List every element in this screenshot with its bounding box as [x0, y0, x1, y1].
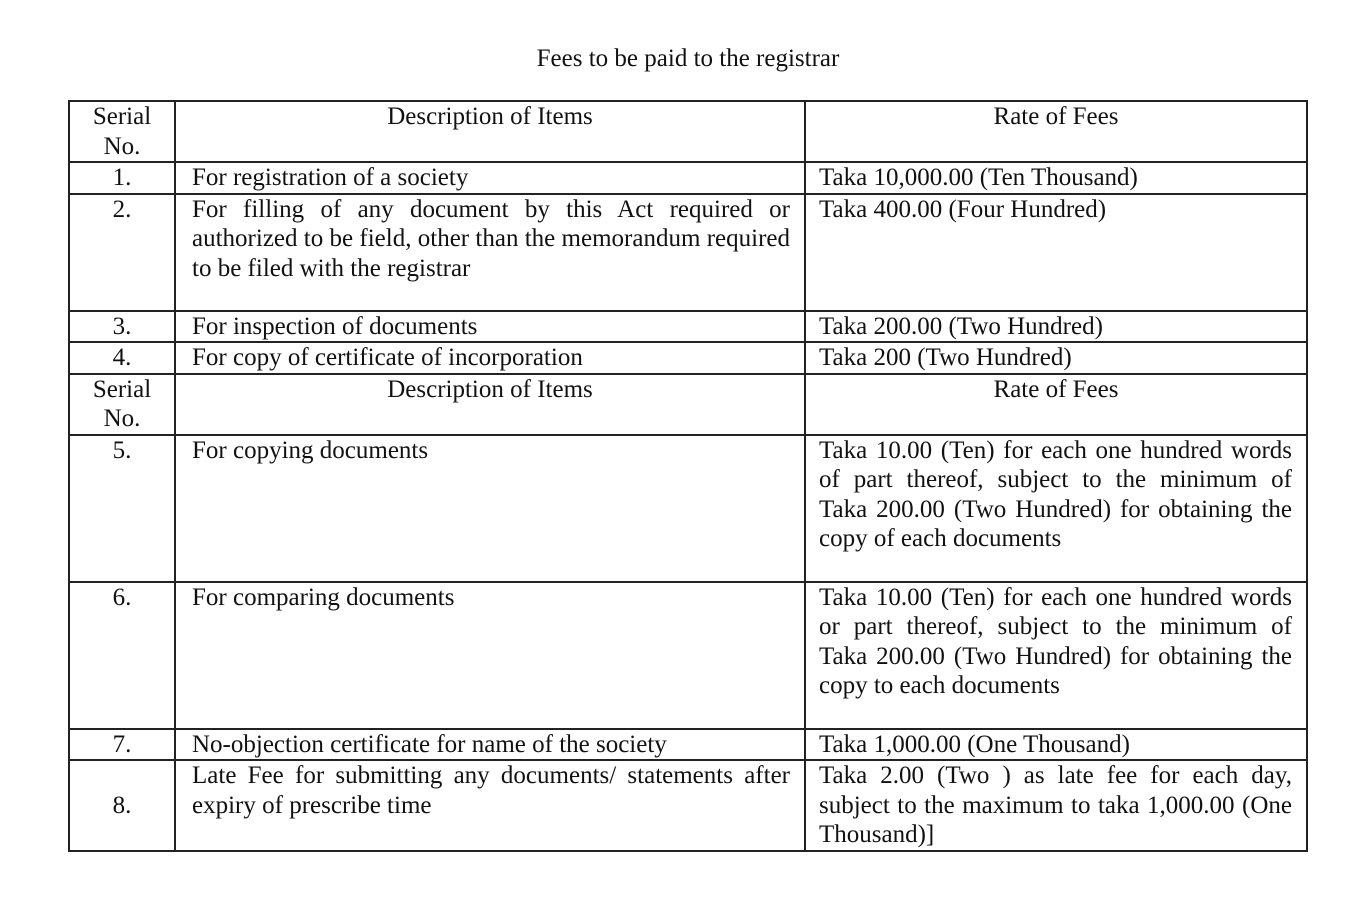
- table-row: [69, 342, 1307, 374]
- row-rate: Taka 1,000.00 (One Thousand): [805, 729, 1307, 761]
- table-row: [69, 760, 1307, 851]
- row-rate: Taka 2.00 (Two ) as late fee for each day, subject to the maximum to taka 1,000.00 (One Thousand)]: [805, 760, 1307, 851]
- header-serial-line2: No.: [103, 405, 141, 432]
- header-serial: [69, 101, 175, 162]
- row-rate: Taka 200.00 (Two Hundred): [805, 311, 1307, 343]
- table-row: [69, 162, 1307, 194]
- row-description: No-objection certificate for name of the society: [175, 729, 805, 761]
- header-serial-line1: Serial: [92, 375, 152, 403]
- table-row: [69, 582, 1307, 729]
- table-row: [69, 194, 1307, 311]
- row-serial: 6.: [69, 582, 175, 729]
- table-row: [69, 729, 1307, 761]
- row-serial: 5.: [69, 435, 175, 582]
- row-serial: 7.: [69, 729, 175, 761]
- row-description: For copying documents: [175, 435, 805, 582]
- header-serial: [69, 374, 175, 435]
- row-rate: Taka 10,000.00 (Ten Thousand): [805, 162, 1307, 194]
- header-row-repeat: [69, 374, 1307, 435]
- header-description: Description of Items: [175, 101, 805, 162]
- row-serial: 2.: [69, 194, 175, 311]
- row-description: For comparing documents: [175, 582, 805, 729]
- row-rate: Taka 10.00 (Ten) for each one hundred words of part thereof, subject to the minimum of Taka 200.00 (Two Hundred) for obtaining the copy of each documents: [805, 435, 1307, 582]
- row-serial: 3.: [69, 311, 175, 343]
- row-description: Late Fee for submitting any documents/ statements after expiry of prescribe time: [175, 760, 805, 851]
- header-rate: Rate of Fees: [805, 101, 1307, 162]
- table-row: [69, 311, 1307, 343]
- row-serial: 8.: [69, 760, 175, 851]
- row-description: For registration of a society: [175, 162, 805, 194]
- row-rate: Taka 10.00 (Ten) for each one hundred words or part thereof, subject to the minimum of Taka 200.00 (Two Hundred) for obtaining the copy to each documents: [805, 582, 1307, 729]
- header-row: [69, 101, 1307, 162]
- row-rate: Taka 400.00 (Four Hundred): [805, 194, 1307, 311]
- header-serial-line2: No.: [103, 132, 141, 160]
- row-rate: Taka 200 (Two Hundred): [805, 342, 1307, 374]
- row-serial: 4.: [69, 342, 175, 374]
- row-serial: 1.: [69, 162, 175, 194]
- page-title: Fees to be paid to the registrar: [536, 45, 840, 72]
- row-description: For filling of any document by this Act required or authorized to be field, other than the memorandum required to be filed with the registrar: [175, 194, 805, 311]
- header-rate: Rate of Fees: [805, 374, 1307, 435]
- header-serial-line1: Serial: [92, 103, 152, 130]
- header-description: Description of Items: [175, 374, 805, 435]
- row-description: For inspection of documents: [175, 311, 805, 343]
- row-description: For copy of certificate of incorporation: [175, 342, 805, 374]
- fees-table: [68, 100, 1308, 852]
- table-row: [69, 435, 1307, 582]
